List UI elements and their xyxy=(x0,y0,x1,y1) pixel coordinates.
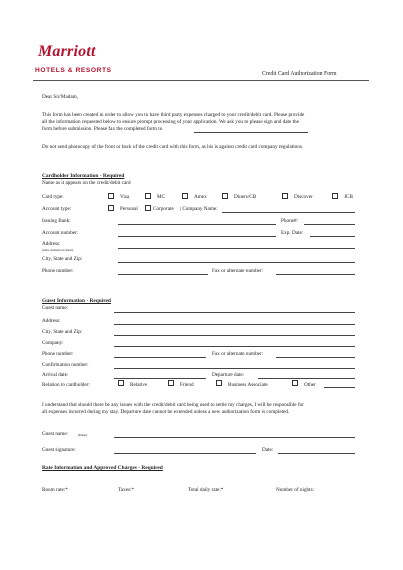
cardholder-name-label: Name as it appears on the credit/debit card xyxy=(42,180,131,186)
intro-text-2: all the information requested below to ensure prompt processing of your application. We ask you to please sign and date the xyxy=(42,119,299,125)
guest-city-line[interactable] xyxy=(114,335,355,336)
warning-text: Do not send photocopy of the front or back of the credit card with this form, as his is against credit card company regulations. xyxy=(42,144,304,150)
exp-date-line[interactable] xyxy=(310,236,355,237)
guest-fax-line[interactable] xyxy=(276,357,355,358)
card-type-label: Card type: xyxy=(42,194,64,200)
address-note: (where statements are mailed) xyxy=(42,249,74,252)
account-corporate-label: Corporate xyxy=(153,206,174,212)
room-rate-label: Room rate:* xyxy=(42,487,68,493)
card-amex-checkbox[interactable] xyxy=(182,193,188,199)
sign-guest-name-label: Guest name: xyxy=(42,431,69,437)
sign-date-label: Date: xyxy=(262,447,274,453)
departure-line[interactable] xyxy=(258,378,355,379)
card-discover-label: Discover xyxy=(294,194,313,200)
card-discover-checkbox[interactable] xyxy=(282,193,288,199)
card-amex-label: Amex xyxy=(194,194,207,200)
account-personal-checkbox[interactable] xyxy=(108,205,114,211)
relation-friend-label: Friend xyxy=(180,382,194,388)
cardholder-address-label: Address: xyxy=(42,241,61,247)
relation-other-line[interactable] xyxy=(324,387,355,388)
bank-phone-line[interactable] xyxy=(304,224,355,225)
card-visa-checkbox[interactable] xyxy=(108,193,114,199)
relation-relative-checkbox[interactable] xyxy=(118,380,124,386)
guest-name-line[interactable] xyxy=(114,312,355,313)
guest-company-line[interactable] xyxy=(114,346,355,347)
cardholder-phone-label: Phone number: xyxy=(42,268,74,274)
departure-label: Departure date: xyxy=(212,372,245,378)
rates-heading: Rate Information and Approved Charges - Required xyxy=(42,465,163,471)
number-of-nights-label: Number of nights: xyxy=(276,487,315,493)
sign-guest-name-line[interactable] xyxy=(114,437,355,438)
issuing-bank-label: Issuing Bank: xyxy=(42,218,71,224)
intro-text-1: This form has been created in order to allow you to have third party expenses charged to your credit/debit card. Please provide xyxy=(42,112,305,118)
account-corporate-checkbox[interactable] xyxy=(145,205,151,211)
guest-company-label: Company: xyxy=(42,340,64,346)
issuing-bank-line[interactable] xyxy=(118,224,276,225)
account-type-label: Account type: xyxy=(42,206,72,212)
cardholder-fax-label: Fax or alternate number: xyxy=(212,268,264,274)
account-number-label: Account number: xyxy=(42,230,79,236)
confirmation-line[interactable] xyxy=(114,368,355,369)
fax-number-line[interactable] xyxy=(194,132,308,133)
cardholder-city-label: City, State and Zip: xyxy=(42,256,83,262)
form-title: Credit Card Authorization Form xyxy=(262,71,337,77)
guest-phone-line[interactable] xyxy=(114,357,206,358)
relation-other-label: Other xyxy=(304,382,316,388)
exp-date-label: Exp. Date: xyxy=(281,230,304,236)
guest-signature-label: Guest signature: xyxy=(42,447,76,453)
phone-hash-label: Phone#: xyxy=(281,218,299,224)
card-diners-checkbox[interactable] xyxy=(222,193,228,199)
relation-friend-checkbox[interactable] xyxy=(168,380,174,386)
cardholder-city-line[interactable] xyxy=(118,262,355,263)
brand-logo: Marriott xyxy=(38,43,96,60)
intro-text-3: form before submission. Please fax the completed form to xyxy=(42,126,163,132)
relation-relative-label: Relative xyxy=(130,382,148,388)
brand-subtitle: HOTELS & RESORTS xyxy=(35,67,112,74)
guest-phone-label: Phone number: xyxy=(42,351,74,357)
guest-name-label: Guest name: xyxy=(42,305,69,311)
cardholder-phone-line[interactable] xyxy=(118,274,208,275)
card-mc-checkbox[interactable] xyxy=(145,193,151,199)
total-daily-rate-label: Total daily rate:* xyxy=(188,487,224,493)
account-number-line[interactable] xyxy=(118,236,276,237)
sign-date-line[interactable] xyxy=(278,453,355,454)
relation-other-checkbox[interactable] xyxy=(292,380,298,386)
guest-signature-line[interactable] xyxy=(114,453,256,454)
consent-text-2: all expenses incurred during my stay. Departure date cannot be extended unless a new authorization form is completed. xyxy=(42,409,290,415)
arrival-label: Arrival date: xyxy=(42,372,69,378)
guest-fax-label: Fax or alternate number: xyxy=(212,351,264,357)
printed-note: (Printed) xyxy=(78,434,88,437)
relation-business-label: Business Associate xyxy=(228,382,268,388)
arrival-line[interactable] xyxy=(114,378,206,379)
card-diners-label: Diners/CB xyxy=(234,194,257,200)
card-mc-label: MC xyxy=(157,194,166,200)
guest-heading: Guest Information - Required xyxy=(42,298,111,304)
company-name-line[interactable] xyxy=(222,212,355,213)
card-visa-label: Visa xyxy=(120,194,130,200)
confirmation-label: Confirmation number: xyxy=(42,362,89,368)
company-name-label: | Company Name: xyxy=(180,206,218,212)
guest-address-line[interactable] xyxy=(114,324,355,325)
card-jcb-label: JCB xyxy=(344,194,353,200)
consent-text-1: I understand that should there be any issues with the credit/debit card being used to settle my charges, I will be responsible for xyxy=(42,402,304,408)
cardholder-address-line[interactable] xyxy=(118,248,355,249)
greeting: Dear Sir/Madam, xyxy=(42,94,79,100)
guest-address-label: Address: xyxy=(42,318,61,324)
relation-label: Relation to cardholder: xyxy=(42,382,90,388)
cardholder-heading: Cardholder Information - Required xyxy=(42,173,125,179)
account-personal-label: Personal xyxy=(120,206,138,212)
header-rule xyxy=(33,80,369,81)
taxes-label: Taxes:* xyxy=(118,487,135,493)
card-jcb-checkbox[interactable] xyxy=(332,193,338,199)
relation-business-checkbox[interactable] xyxy=(216,380,222,386)
cardholder-fax-line[interactable] xyxy=(276,274,355,275)
guest-city-label: City, State and Zip: xyxy=(42,329,83,335)
